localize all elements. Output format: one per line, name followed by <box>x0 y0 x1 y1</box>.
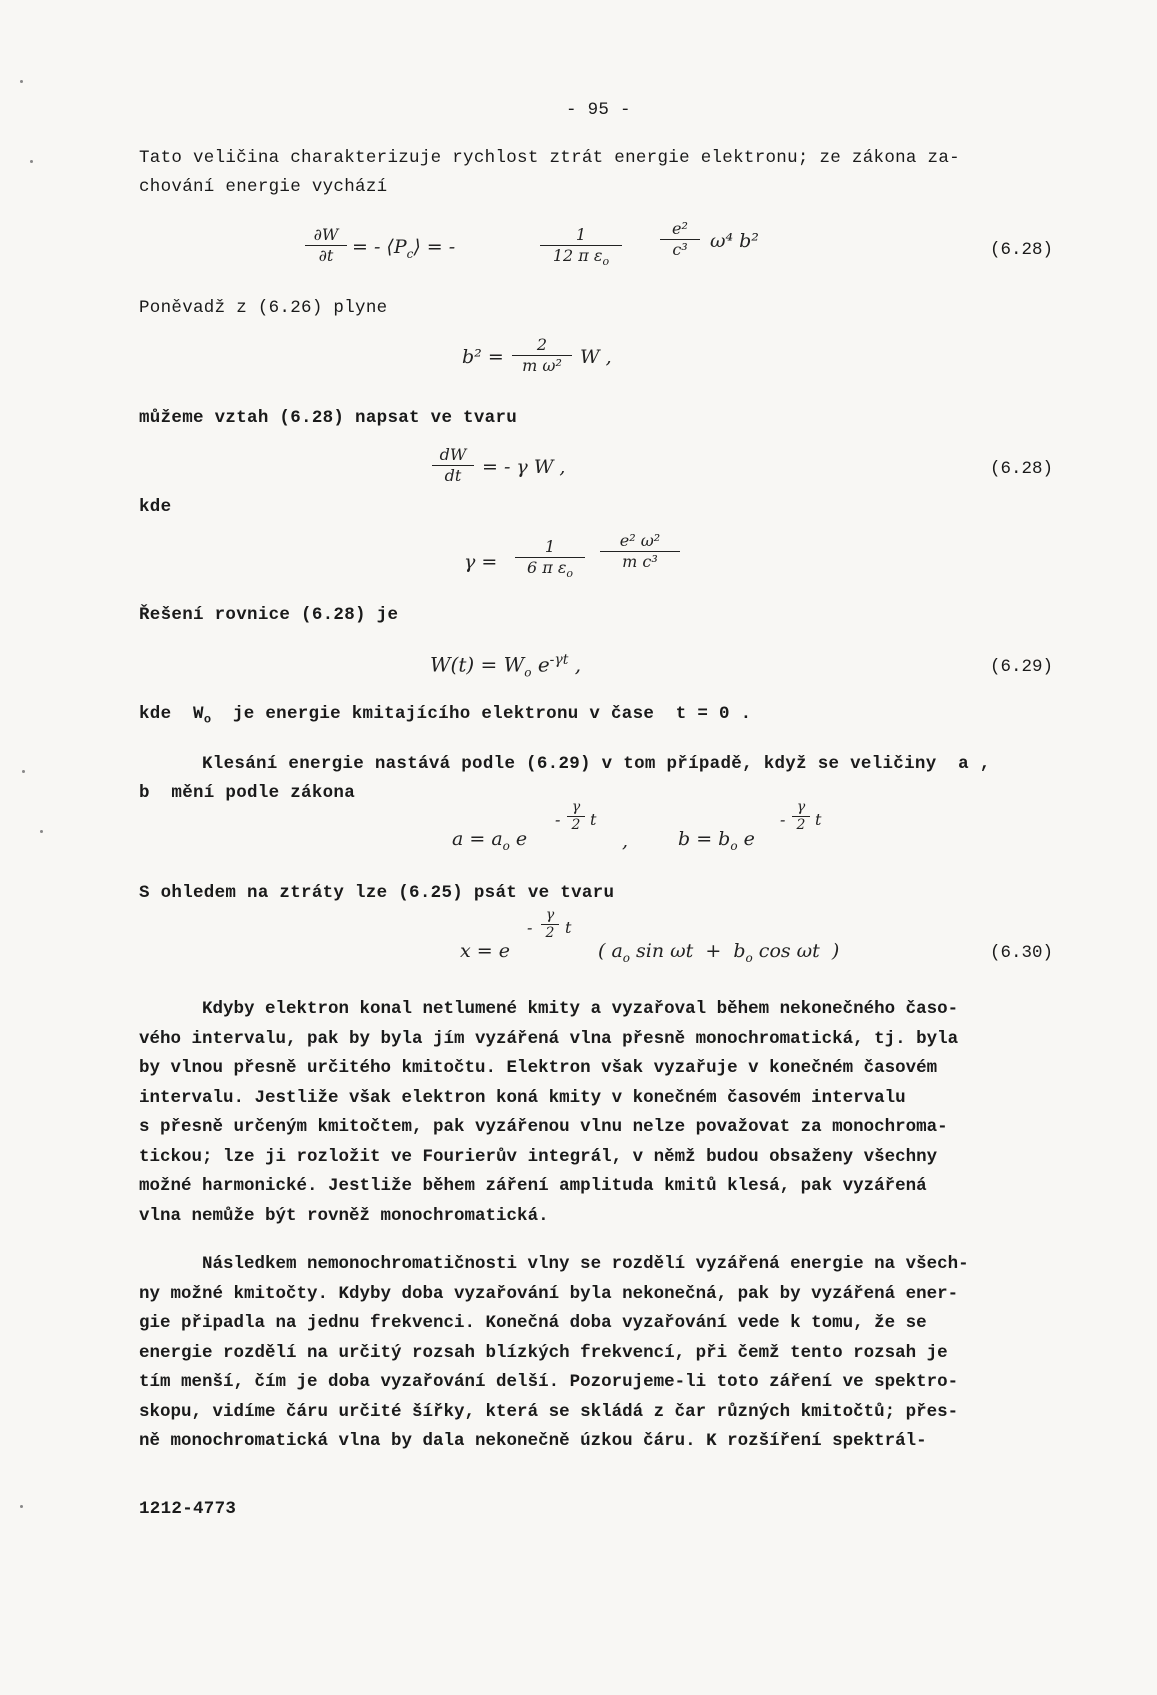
paragraph-line: tím menší, čím je doba vyzařování delší. Pozorujeme-li toto záření ve spektro- <box>139 1372 959 1392</box>
fraction-2-over-m-omega2: 2 m ω² <box>512 336 572 375</box>
a-exponent-t: t <box>590 810 597 829</box>
text-klesani-line-2: b mění podle zákona <box>139 783 356 803</box>
b-exponent-t: t <box>815 810 822 829</box>
a-exponent-sign: - <box>555 810 561 829</box>
fraction-1-over-12pi-eps: 1 12 π $\varepsilon_o$ <box>540 226 622 271</box>
text-kde: kde <box>139 497 172 517</box>
b-decay: $b = b_o$ e <box>678 828 755 853</box>
fraction-dW-dt: ∂W ∂t <box>305 226 347 265</box>
fraction-dW-dt-2: dW dt <box>432 446 474 485</box>
text-klesani-line-1: Klesání energie nastává podle (6.29) v tom případě, když se veličiny a , <box>202 754 991 774</box>
paragraph-line: vlna nemůže být rovněž monochromatická. <box>139 1205 549 1226</box>
mean-power-term: = - $⟨P_c⟩$ = - <box>352 236 456 261</box>
fraction-e2-over-c3: e² c³ <box>660 220 700 259</box>
x-exponent-fraction: γ 2 <box>541 908 559 941</box>
b2-lhs: b² = <box>462 346 504 368</box>
paragraph-line: skopu, vidíme čáru určité šířky, která se skládá z čar různých kmitočtů; přes- <box>139 1401 959 1422</box>
scan-speck <box>20 80 23 83</box>
x-exponent-sign: - <box>527 918 533 937</box>
rhs-gamma-W: = - γ W , <box>482 456 566 478</box>
paragraph-nasledkem <box>139 1250 1064 1457</box>
paragraph-line: tickou; lze ji rozložit ve Fourierův integrál, v němž budou obsaženy všechny <box>139 1146 938 1167</box>
text-s-ohledem: S ohledem na ztráty lze (6.25) psát ve tvaru <box>139 883 615 903</box>
scan-speck <box>30 160 33 163</box>
equation-number: (6.28) <box>990 459 1054 479</box>
paragraph-line: s přesně určeným kmitočtem, pak vyzářenou vlnu nelze považovat za monochroma- <box>139 1117 948 1137</box>
fraction-1-over-6pi-eps: 1 6 π $\varepsilon_o$ <box>515 538 585 583</box>
a-decay: $a = a_o$ e <box>452 828 528 853</box>
intro-line-2: chování energie vychází <box>139 177 388 197</box>
paragraph-line: ny možné kmitočty. Kdyby doba vyzařování byla nekonečná, pak by vyzářená ener- <box>139 1283 959 1304</box>
intro-line-1: Tato veličina charakterizuje rychlost ztrát energie elektronu; ze zákona za- <box>139 148 960 168</box>
fraction-e2omega2-over-mc3: e² ω² m c³ <box>600 532 680 571</box>
b-exponent-sign: - <box>780 810 786 829</box>
x-exponent-t: t <box>565 918 572 937</box>
paragraph-line: možné harmonické. Jestliže během záření amplituda kmitů klesá, pak vyzářená <box>139 1176 927 1196</box>
footer-code: 1212-4773 <box>139 1499 237 1519</box>
scan-speck <box>22 770 25 773</box>
paragraph-line: intervalu. Jestliže však elektron koná kmity v konečném časovém intervalu <box>139 1087 906 1108</box>
text-reseni: Řešení rovnice (6.28) je <box>139 605 399 625</box>
equation-number: (6.28) <box>990 240 1054 260</box>
text-muzeme: můžeme vztah (6.28) napsat ve tvaru <box>139 408 518 428</box>
b2-tail: W , <box>580 346 612 368</box>
paragraph-line: vého intervalu, pak by byla jím vyzářená vlna přesně monochromatická, tj. byla <box>139 1028 959 1049</box>
exponential-decay: $W(t) = W_o$ $e^{-\gamma t}$ , <box>430 652 582 680</box>
page-number: - 95 - <box>566 100 631 120</box>
gamma-lhs: γ = <box>464 551 498 573</box>
comma: , <box>622 830 629 852</box>
paragraph-line: ně monochromatická vlna by dala nekonečně úzkou čáru. K rozšíření spektrál- <box>139 1431 927 1451</box>
paragraph-line: Kdyby elektron konal netlumené kmity a vyzařoval během nekonečného časo- <box>202 999 959 1019</box>
text-ponevadz: Poněvadž z (6.26) plyne <box>139 298 388 318</box>
paragraph-line: Následkem nemonochromatičnosti vlny se rozdělí vyzářená energie na všech- <box>202 1254 969 1274</box>
scan-speck <box>20 1505 23 1508</box>
b-exponent-fraction: γ 2 <box>792 800 810 833</box>
x-bracket-term: ( $a_o$ $\sin \omega t + b_o$ cos ωt ) <box>598 940 840 965</box>
omega-b-term: ω⁴ b² <box>710 230 759 252</box>
equation-number: (6.30) <box>990 943 1054 963</box>
paragraph-kdyby <box>139 995 1064 1231</box>
scan-speck <box>40 830 43 833</box>
x-lhs: x = e <box>460 940 510 962</box>
a-exponent-fraction: γ 2 <box>567 800 585 833</box>
paragraph-line: by vlnou přesně určitého kmitočtu. Elektron však vyzařuje v konečném časovém <box>139 1058 938 1078</box>
text-kde-w0: kde $W_o$ je energie kmitajícího elektronu v čase t = 0 . <box>139 704 752 727</box>
equation-number: (6.29) <box>990 657 1054 677</box>
paragraph-line: gie připadla na jednu frekvenci. Konečná doba vyzařování vede k tomu, že se <box>139 1313 927 1333</box>
paragraph-line: energie rozdělí na určitý rozsah blízkých frekvencí, při čemž tento rozsah je <box>139 1342 948 1363</box>
